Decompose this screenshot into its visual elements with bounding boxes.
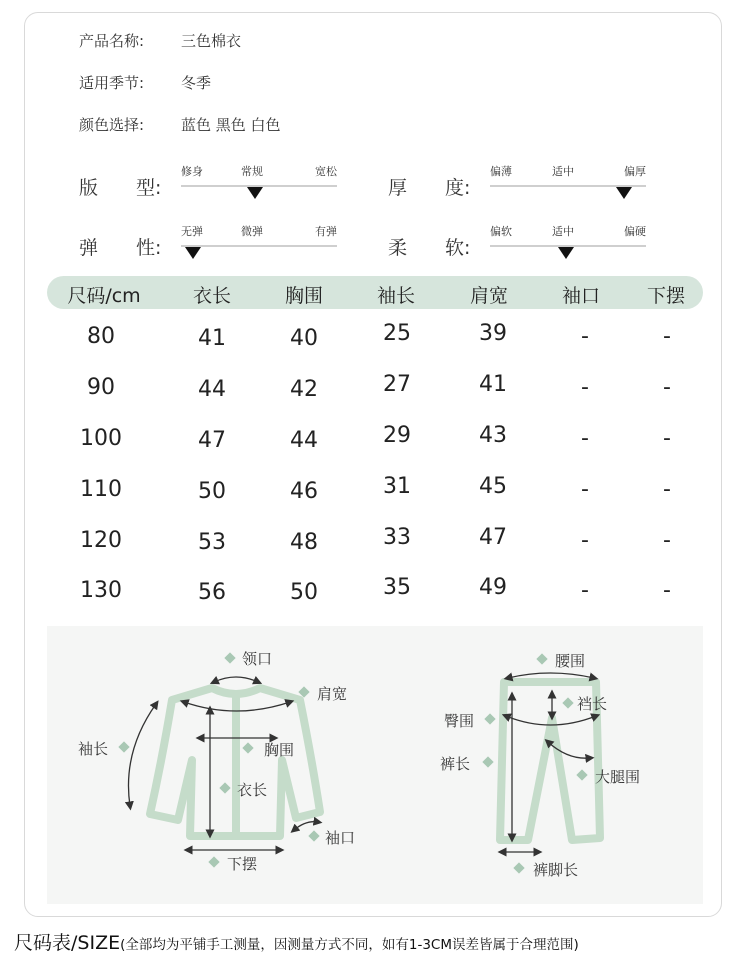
table-cell: - — [581, 477, 589, 502]
table-cell: 50 — [198, 479, 226, 504]
column-header: 尺码/cm — [67, 285, 141, 307]
rise-diamond-icon — [562, 697, 573, 708]
table-cell: - — [663, 375, 671, 400]
table-cell: - — [581, 578, 589, 603]
table-cell: - — [663, 477, 671, 502]
hem-diamond-icon — [208, 856, 219, 867]
table-cell: 40 — [290, 326, 318, 351]
pant-length-diamond-icon — [482, 756, 493, 767]
chest-label: 胸围 — [264, 741, 295, 759]
table-cell: - — [663, 578, 671, 603]
table-cell: 39 — [479, 321, 507, 346]
info-label: 适用季节: — [79, 74, 145, 92]
scale-option: 无弹 — [181, 225, 203, 238]
hip-diamond-icon — [484, 713, 495, 724]
column-header: 胸围 — [284, 285, 324, 307]
waist-diamond-icon — [536, 653, 547, 664]
table-cell: 27 — [383, 372, 411, 397]
leg-opening-label: 裤脚长 — [533, 861, 579, 879]
table-cell: 120 — [80, 528, 122, 553]
length-diamond-icon — [219, 782, 230, 793]
scale-option: 有弹 — [315, 225, 337, 238]
cuff-diamond-icon — [308, 830, 319, 841]
collar-arrow-icon — [214, 677, 258, 682]
scale-option: 宽松 — [315, 165, 337, 178]
scale-option: 适中 — [552, 225, 574, 238]
info-value: 蓝色 黑色 白色 — [181, 116, 281, 134]
table-cell: 41 — [198, 326, 226, 351]
thickness-label: 厚 度: — [388, 177, 471, 199]
footer-title: 尺码表/SIZE — [14, 932, 121, 954]
table-cell: 80 — [87, 324, 115, 349]
shoulder-label: 肩宽 — [317, 685, 348, 703]
scale-option: 偏厚 — [624, 165, 646, 178]
table-cell: 47 — [198, 428, 226, 453]
thigh-label: 大腿围 — [595, 768, 641, 786]
table-cell: 33 — [383, 525, 411, 550]
collar-label: 领口 — [242, 650, 273, 668]
table-cell: - — [663, 426, 671, 451]
table-cell: 130 — [80, 578, 122, 603]
hip-label: 臀围 — [444, 712, 475, 730]
table-cell: - — [581, 426, 589, 451]
sleeve-label: 袖长 — [78, 740, 109, 758]
table-cell: 45 — [479, 474, 507, 499]
rise-label: 裆长 — [577, 695, 608, 713]
table-cell: - — [663, 324, 671, 349]
scale-option: 偏硬 — [624, 225, 646, 238]
column-header: 下摆 — [646, 285, 686, 307]
table-cell: - — [581, 324, 589, 349]
waist-arrow-icon — [508, 673, 594, 678]
table-cell: 44 — [290, 428, 318, 453]
table-cell: 53 — [198, 530, 226, 555]
scale-option: 偏薄 — [490, 165, 512, 178]
table-cell: 31 — [383, 474, 411, 499]
leg-opening-diamond-icon — [513, 862, 524, 873]
fit-label: 版 型: — [79, 177, 162, 199]
table-cell: 100 — [80, 426, 122, 451]
table-cell: - — [581, 375, 589, 400]
scale-option: 常规 — [241, 165, 263, 178]
table-cell: 50 — [290, 580, 318, 605]
scale-option: 适中 — [552, 165, 574, 178]
sleeve-diamond-icon — [118, 741, 129, 752]
table-cell: 56 — [198, 580, 226, 605]
thigh-diamond-icon — [576, 769, 587, 780]
column-header: 衣长 — [192, 285, 232, 307]
column-header: 袖长 — [376, 285, 416, 307]
table-cell: 44 — [198, 377, 226, 402]
jacket-outline-icon — [150, 688, 320, 836]
info-label: 产品名称: — [79, 32, 145, 50]
scale-option: 修身 — [181, 165, 203, 178]
info-value: 冬季 — [181, 74, 212, 92]
column-header: 肩宽 — [469, 285, 509, 307]
elasticity-label: 弹 性: — [79, 237, 162, 259]
table-cell: - — [663, 528, 671, 553]
table-cell: - — [581, 528, 589, 553]
info-label: 颜色选择: — [79, 116, 145, 134]
table-cell: 46 — [290, 479, 318, 504]
cuff-label: 袖口 — [325, 829, 356, 847]
table-cell: 47 — [479, 525, 507, 550]
table-cell: 49 — [479, 575, 507, 600]
table-cell: 25 — [383, 321, 411, 346]
chest-diamond-icon — [242, 742, 253, 753]
table-cell: 29 — [383, 423, 411, 448]
table-cell: 43 — [479, 423, 507, 448]
scale-option: 微弹 — [241, 225, 263, 238]
footer-note: (全部均为平铺手工测量，因测量方式不同，如有1-3CM误差皆属于合理范围) — [120, 937, 579, 953]
size-chart-footer — [14, 928, 579, 955]
collar-diamond-icon — [224, 652, 235, 663]
table-cell: 35 — [383, 575, 411, 600]
table-cell: 110 — [80, 477, 122, 502]
table-cell: 41 — [479, 372, 507, 397]
table-cell: 90 — [87, 375, 115, 400]
table-cell: 48 — [290, 530, 318, 555]
waist-label: 腰围 — [555, 652, 586, 670]
softness-label: 柔 软: — [388, 237, 471, 259]
scale-option: 偏软 — [490, 225, 512, 238]
pant-length-label: 裤长 — [440, 755, 471, 773]
info-value: 三色棉衣 — [181, 32, 242, 50]
cuff-arrow-icon — [294, 822, 318, 830]
length-label: 衣长 — [237, 781, 268, 799]
table-cell: 42 — [290, 377, 318, 402]
column-header: 袖口 — [561, 285, 601, 307]
hem-label: 下摆 — [227, 855, 258, 873]
